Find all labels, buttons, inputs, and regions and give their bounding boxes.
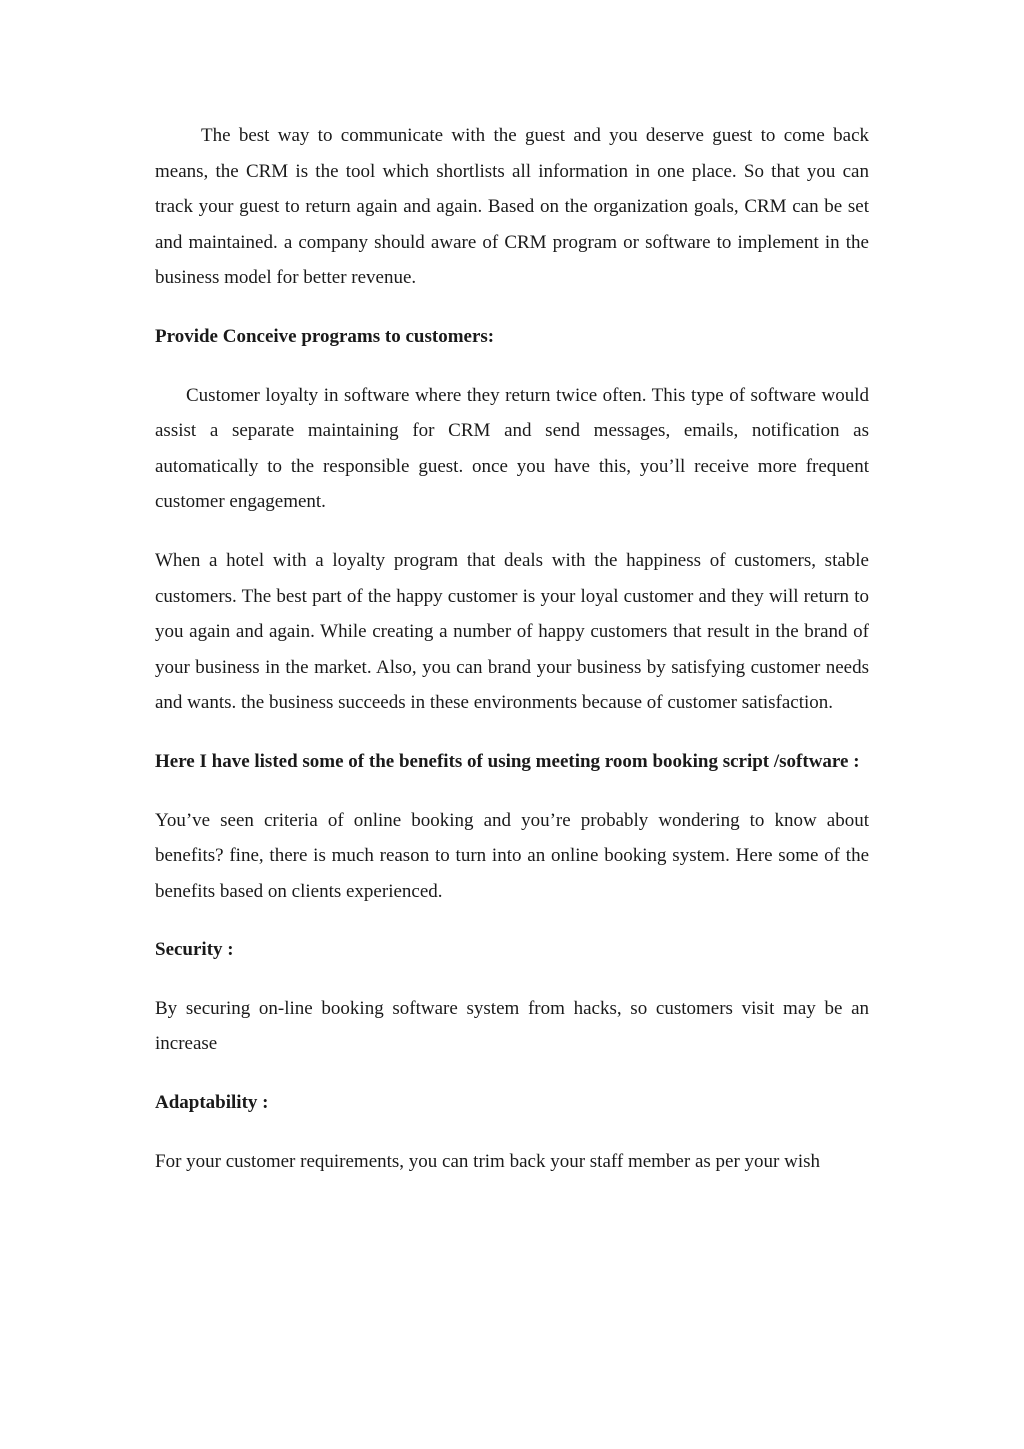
intro-paragraph: The best way to communicate with the guest and you deserve guest to come back means, the CRM is the tool which shortlists all information in one place. So that you can track your guest to return again and again. Based on the organization goals, CRM can be set and maintained. a company should aware of CRM program or software to implement in the business model for better revenue. <box>155 125 869 289</box>
loyalty-paragraph: Customer loyalty in software where they return twice often. This type of software would assist a separate maintaining for CRM and send messages, emails, notification as automatically to the responsible guest. once you have this, you’ll receive more frequent customer engagement. <box>155 384 869 513</box>
document-page <box>155 118 869 1202</box>
criteria-paragraph: You’ve seen criteria of online booking and you’re probably wondering to know about benefits? fine, there is much reason to turn into an online booking system. Here some of the benefits based on clients experienced. <box>155 809 869 902</box>
security-paragraph: By securing on-line booking software system from hacks, so customers visit may be an increase <box>155 997 869 1055</box>
heading-conceive-programs: Provide Conceive programs to customers: <box>155 325 495 347</box>
hotel-loyalty-paragraph: When a hotel with a loyalty program that deals with the happiness of customers, stable customers. The best part of the happy customer is your loyal customer and they will return to you again and again. While creating a number of happy customers that result in the brand of your business in the market. Also, you can brand your business by satisfying customer needs and wants. the business succeeds in these environments because of customer satisfaction. <box>155 549 869 714</box>
heading-adaptability: Adaptability : <box>155 1092 269 1114</box>
adaptability-paragraph: For your customer requirements, you can trim back your staff member as per your wish <box>155 1150 820 1172</box>
heading-benefits: Here I have listed some of the benefits of using meeting room booking script /software : <box>155 750 860 772</box>
heading-security: Security : <box>155 939 234 961</box>
